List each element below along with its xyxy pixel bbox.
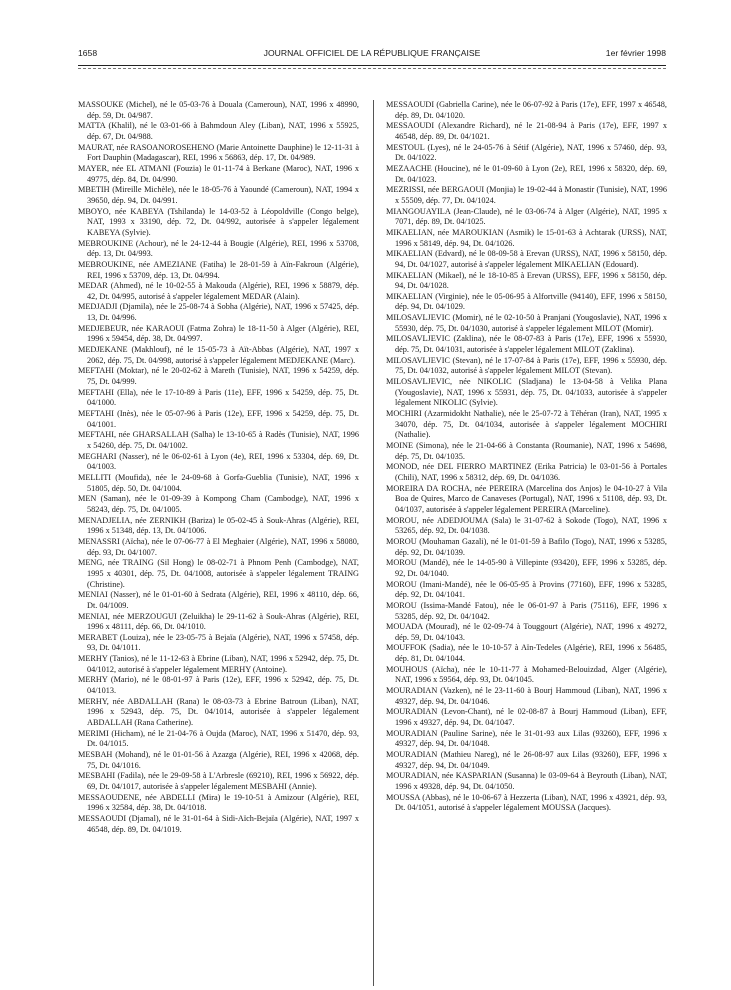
register-entry: MOUSSA (Abbas), né le 10-06-67 à Hezzerta (Liban), NAT, 1996 x 43921, dép. 93, Dt. 04/1051, autorisé à s'appeler légalement MOUSSA (Jacques). xyxy=(386,792,667,813)
register-entry: MEFTAHI (Moktar), né le 20-02-62 à Mareth (Tunisie), NAT, 1996 x 54259, dép. 75, Dt. 04/999. xyxy=(78,366,359,387)
register-entry: MOUFFOK (Sadia), née le 10-10-57 à Aïn-Tedeles (Algérie), REI, 1996 x 56485, dép. 81, Dt. 04/1044. xyxy=(386,643,667,664)
register-entry: MOROU (Mouhaman Gazali), né le 01-01-59 à Bafilo (Togo), NAT, 1996 x 53285, dép. 92, Dt. 04/1039. xyxy=(386,536,667,557)
header-rule xyxy=(78,65,666,66)
register-entry: MOINE (Simona), née le 21-04-66 à Constanta (Roumanie), NAT, 1996 x 54698, dép. 75, Dt. 04/1035. xyxy=(386,441,667,461)
journal-title: JOURNAL OFFICIEL DE LA RÉPUBLIQUE FRANÇAISE xyxy=(263,48,481,58)
register-entry: MEBROUKINE (Achour), né le 24-12-44 à Bougie (Algérie), REI, 1996 x 53708, dép. 13, Dt. 04/993. xyxy=(78,238,359,259)
register-entry: MEDJEBEUR, née KARAOUI (Fatma Zohra) le 18-11-50 à Alger (Algérie), REI, 1996 x 59454, dép. 38, Dt. 04/997. xyxy=(78,323,359,344)
register-entry: MENIAI (Nasser), né le 01-01-60 à Sedrata (Algérie), REI, 1996 x 48110, dép. 66, Dt. 04/1009. xyxy=(78,590,359,610)
register-entry: MASSOUKE (Michel), né le 05-03-76 à Douala (Cameroun), NAT, 1996 x 48990, dép. 59, Dt. 04/987. xyxy=(78,100,359,120)
register-entry: MEDJADJI (Djamila), née le 25-08-74 à Sobha (Algérie), NAT, 1996 x 57425, dép. 13, Dt. 04/996. xyxy=(78,302,359,323)
register-entry: MESSAOUDI (Gabriella Carine), née le 06-07-92 à Paris (17e), EFF, 1997 x 46548, dép. 89, Dt. 04/1020. xyxy=(386,100,667,120)
header-dashed-rule xyxy=(78,68,666,69)
register-entry: MOCHIRI (Azarmidokht Nathalie), née le 25-07-72 à Téhéran (Iran), NAT, 1995 x 34070, dép. 75, Dt. 04/1034, autorisée à s'appeler légalement MOCHIRI (Nathalie). xyxy=(386,409,667,440)
register-entry: MEDJEKANE (Makhlouf), né le 15-05-73 à Aït-Abbas (Algérie), NAT, 1997 x 2062, dép. 75, Dt. 04/998, autorisé à s'appeler légalement MEDJEKANE (Marc). xyxy=(78,345,359,365)
register-entry: MEN (Saman), née le 01-09-39 à Kompong Cham (Cambodge), NAT, 1996 x 58243, dép. 75, Dt. 04/1005. xyxy=(78,494,359,514)
register-entry: MOROU (Imani-Mandé), née le 06-05-95 à Provins (77160), EFF, 1996 x 53285, dép. 92, Dt. 04/1041. xyxy=(386,579,667,600)
register-entry: MENADJELIA, née ZERNIKH (Bariza) le 05-02-45 à Souk-Ahras (Algérie), REI, 1996 x 51348, dép. 13, Dt. 04/1006. xyxy=(78,515,359,536)
register-entry: MILOSAVLJEVIC (Momir), né le 02-10-50 à Pranjani (Yougoslavie), NAT, 1996 x 55930, dép. 75, Dt. 04/1030, autorisé à s'appeler légalement MILOT (Momir). xyxy=(386,313,667,333)
register-entry: MESBAHI (Fadila), née le 29-09-58 à L'Arbresle (69210), REI, 1996 x 56922, dép. 69, Dt. 04/1017, autorisée à s'appeler légalement MESBAHI (Annie). xyxy=(78,771,359,791)
register-entry: MEZAACHE (Houcine), né le 01-09-60 à Lyon (2e), REI, 1996 x 58320, dép. 69, Dt. 04/1023. xyxy=(386,163,667,184)
register-entry: MESSAOUDI (Alexandre Richard), né le 21-08-94 à Paris (17e), EFF, 1997 x 46548, dép. 89, Dt. 04/1021. xyxy=(386,121,667,141)
register-entry: MILOSAVLJEVIC, née NIKOLIC (Sladjana) le 13-04-58 à Velika Plana (Yougoslavie), NAT, 1996 x 55931, dép. 75, Dt. 04/1033, autorisée à s'appeler légalement NIKOLIC (Sylvie). xyxy=(386,377,667,408)
register-entry: MONOD, née DEL FIERRO MARTINEZ (Erika Patricia) le 03-01-56 à Portales (Chili), NAT, 1996 x 58312, dép. 69, Dt. 04/1036. xyxy=(386,462,667,482)
page-header xyxy=(78,48,666,62)
register-entry: MIKAELIAN (Edvard), né le 08-09-58 à Erevan (URSS), NAT, 1996 x 58150, dép. 94, Dt. 04/1027, autorisé à s'appeler légalement MIKAELIAN (Edouard). xyxy=(386,249,667,269)
register-entry: MIKAELIAN (Mikael), né le 18-10-85 à Erevan (URSS), EFF, 1996 x 58150, dép. 94, Dt. 04/1028. xyxy=(386,270,667,291)
register-entry: MOUADA (Mourad), né le 02-09-74 à Touggourt (Algérie), NAT, 1996 x 49272, dép. 59, Dt. 04/1043. xyxy=(386,622,667,642)
issue-date: 1er février 1998 xyxy=(605,48,666,58)
register-entry: MOUHOUS (Aïcha), née le 10-11-77 à Mohamed-Belouizdad, Alger (Algérie), NAT, 1996 x 59564, dép. 93, Dt. 04/1045. xyxy=(386,664,667,685)
register-entry: MENASSRI (Aïcha), née le 07-06-77 à El Meghaier (Algérie), NAT, 1996 x 58080, dép. 93, Dt. 04/1007. xyxy=(78,536,359,557)
register-entry: MERHY, née ABDALLAH (Rana) le 08-03-73 à Ebrine Batroun (Liban), NAT, 1996 x 52943, dép. 75, Dt. 04/1014, autorisée à s'appeler légalement ABDALLAH (Rana Catherine). xyxy=(78,696,359,728)
register-entry: MOREIRA DA ROCHA, née PEREIRA (Marcelina dos Anjos) le 04-10-27 à Vila Boa de Quires, Marco de Canaveses (Portugal), NAT, 1996 x 51108, dép. 93, Dt. 04/1037, autorisée à s'appeler légalement PEREIRA (Marceline). xyxy=(386,483,667,514)
register-entry: MEDAR (Ahmed), né le 10-02-55 à Makouda (Algérie), REI, 1996 x 58879, dép. 42, Dt. 04/995, autorisé à s'appeler légalement MEDAR (Alain). xyxy=(78,281,359,301)
register-entry: MILOSAVLJEVIC (Stevan), né le 17-07-84 à Paris (17e), EFF, 1996 x 55930, dép. 75, Dt. 04/1032, autorisé à s'appeler légalement MILOT (Stevan). xyxy=(386,355,667,376)
register-entry: MESBAH (Mohand), né le 01-01-56 à Azazga (Algérie), REI, 1996 x 42068, dép. 75, Dt. 04/1016. xyxy=(78,750,359,770)
register-entry: MBETIH (Mireille Michèle), née le 18-05-76 à Yaoundé (Cameroun), NAT, 1994 x 39650, dép. 94, Dt. 04/991. xyxy=(78,185,359,205)
register-entry: MERIMI (Hicham), né le 21-04-76 à Oujda (Maroc), NAT, 1996 x 51470, dép. 93, Dt. 04/1015. xyxy=(78,728,359,749)
register-entry: MATTA (Khalil), né le 03-01-66 à Bahmdoun Aley (Liban), NAT, 1996 x 55925, dép. 67, Dt. 04/988. xyxy=(78,121,359,141)
register-entry: MBOYO, née KABEYA (Tshilanda) le 14-03-52 à Léopoldville (Congo belge), NAT, 1993 x 33190, dép. 72, Dt. 04/992, autorisée à s'appeler légalement KABEYA (Sylvie). xyxy=(78,206,359,237)
register-entry: MERHY (Tanios), né le 11-12-63 à Ebrine (Liban), NAT, 1996 x 52942, dép. 75, Dt. 04/1012, autorisé à s'appeler légalement MERHY (Antoine). xyxy=(78,654,359,674)
right-column xyxy=(386,100,667,814)
register-entry: MEFTAHI, née GHARSALLAH (Salha) le 13-10-65 à Radès (Tunisie), NAT, 1996 x 54260, dép. 75, Dt. 04/1002. xyxy=(78,430,359,450)
register-entry: MEZRISSI, née BERGAOUI (Monjia) le 19-02-44 à Monastir (Tunisie), NAT, 1996 x 55509, dép. 77, Dt. 04/1024. xyxy=(386,185,667,205)
register-entry: MOURADIAN (Vazken), né le 23-11-60 à Bourj Hammoud (Liban), NAT, 1996 x 49327, dép. 94, Dt. 04/1046. xyxy=(386,686,667,706)
register-entry: MOROU (Mandé), née le 14-05-90 à Villepinte (93420), EFF, 1996 x 53285, dép. 92, Dt. 04/1040. xyxy=(386,558,667,578)
register-entry: MESSAOUDENE, née ABDELLI (Mira) le 19-10-51 à Amizour (Algérie), REI, 1996 x 32584, dép. 38, Dt. 04/1018. xyxy=(78,792,359,813)
register-entry: MAURAT, née RASOANOROSEHENO (Marie Antoinette Dauphine) le 12-11-31 à Fort Dauphin (Madagascar), REI, 1996 x 56863, dép. 17, Dt. 04/989. xyxy=(78,142,359,163)
register-entry: MESSAOUDI (Djamal), né le 31-01-64 à Sidi-Aïch-Bejaïa (Algérie), NAT, 1997 x 46548, dép. 89, Dt. 04/1019. xyxy=(78,813,359,834)
register-entry: MOURADIAN (Levon-Chant), né le 02-08-87 à Bourj Hammoud (Liban), EFF, 1996 x 49327, dép. 94, Dt. 04/1047. xyxy=(386,707,667,728)
page-number: 1658 xyxy=(78,48,98,58)
register-entry: MOROU (Issima-Mandé Fatou), née le 06-01-97 à Paris (75116), EFF, 1996 x 53285, dép. 92, Dt. 04/1042. xyxy=(386,600,667,621)
register-entry: MERABET (Louiza), née le 23-05-75 à Bejaïa (Algérie), NAT, 1996 x 57458, dép. 93, Dt. 04/1011. xyxy=(78,632,359,653)
register-entry: MEFTAHI (Inès), née le 05-07-96 à Paris (12e), EFF, 1996 x 54259, dép. 75, Dt. 04/1001. xyxy=(78,409,359,429)
register-entry: MAYER, née EL ATMANI (Fouzia) le 01-11-74 à Berkane (Maroc), NAT, 1996 x 49775, dép. 84, Dt. 04/990. xyxy=(78,163,359,184)
register-entry: MIKAELIAN (Virginie), née le 05-06-95 à Alfortville (94140), EFF, 1996 x 58150, dép. 94, Dt. 04/1029. xyxy=(386,291,667,312)
register-entry: MOURADIAN (Mathieu Nareg), né le 26-08-97 aux Lilas (93260), EFF, 1996 x 49327, dép. 94, Dt. 04/1049. xyxy=(386,750,667,770)
register-entry: MELLITI (Moufida), née le 24-09-68 à Gorfa-Gueblia (Tunisie), NAT, 1996 x 51805, dép. 50, Dt. 04/1004. xyxy=(78,472,359,493)
register-entry: MEGHARI (Nasser), né le 06-02-61 à Lyon (4e), REI, 1996 x 53304, dép. 69, Dt. 04/1003. xyxy=(78,451,359,472)
left-column xyxy=(78,100,359,835)
register-entry: MENIAI, née MERZOUGUI (Zeluikha) le 29-11-62 à Souk-Ahras (Algérie), REI, 1996 x 48111, dép. 66, Dt. 04/1010. xyxy=(78,611,359,632)
register-entry: MEBROUKINE, née AMEZIANE (Fatiha) le 28-01-59 à Aïn-Fakroun (Algérie), REI, 1996 x 53709, dép. 13, Dt. 04/994. xyxy=(78,259,359,280)
register-entry: MESTOUL (Lyes), né le 24-05-76 à Sétif (Algérie), NAT, 1996 x 57460, dép. 93, Dt. 04/1022. xyxy=(386,142,667,163)
register-entry: MOURADIAN (Pauline Sarine), née le 31-01-93 aux Lilas (93260), EFF, 1996 x 49327, dép. 94, Dt. 04/1048. xyxy=(386,728,667,749)
register-entry: MOROU, née ADEDJOUMA (Sala) le 31-07-62 à Sokode (Togo), NAT, 1996 x 53265, dép. 92, Dt. 04/1038. xyxy=(386,515,667,536)
register-entry: MEFTAHI (Ella), née le 17-10-89 à Paris (11e), EFF, 1996 x 54259, dép. 75, Dt. 04/1000. xyxy=(78,387,359,408)
register-entry: MOURADIAN, née KASPARIAN (Susanna) le 03-09-64 à Beyrouth (Liban), NAT, 1996 x 49328, dép. 94, Dt. 04/1050. xyxy=(386,771,667,791)
register-entry: MILOSAVLJEVIC (Zaklina), née le 08-07-83 à Paris (17e), EFF, 1996 x 55930, dép. 75, Dt. 04/1031, autorisée à s'appeler légalement MILOT (Zaklina). xyxy=(386,334,667,355)
register-entry: MIKAELIAN, née MAROUKIAN (Asmik) le 15-01-63 à Achtarak (URSS), NAT, 1996 x 58149, dép. 94, Dt. 04/1026. xyxy=(386,227,667,248)
register-entry: MERHY (Mario), né le 08-01-97 à Paris (12e), EFF, 1996 x 52942, dép. 75, Dt. 04/1013. xyxy=(78,675,359,696)
register-entry: MIANGOUAYILA (Jean-Claude), né le 03-06-74 à Alger (Algérie), NAT, 1995 x 7071, dép. 89, Dt. 04/1025. xyxy=(386,206,667,227)
column-divider xyxy=(373,100,374,986)
register-entry: MENG, née TRAING (Sil Hong) le 08-02-71 à Phnom Penh (Cambodge), NAT, 1995 x 40301, dép. 75, Dt. 04/1008, autorisée à s'appeler légalement TRAING (Christine). xyxy=(78,558,359,589)
